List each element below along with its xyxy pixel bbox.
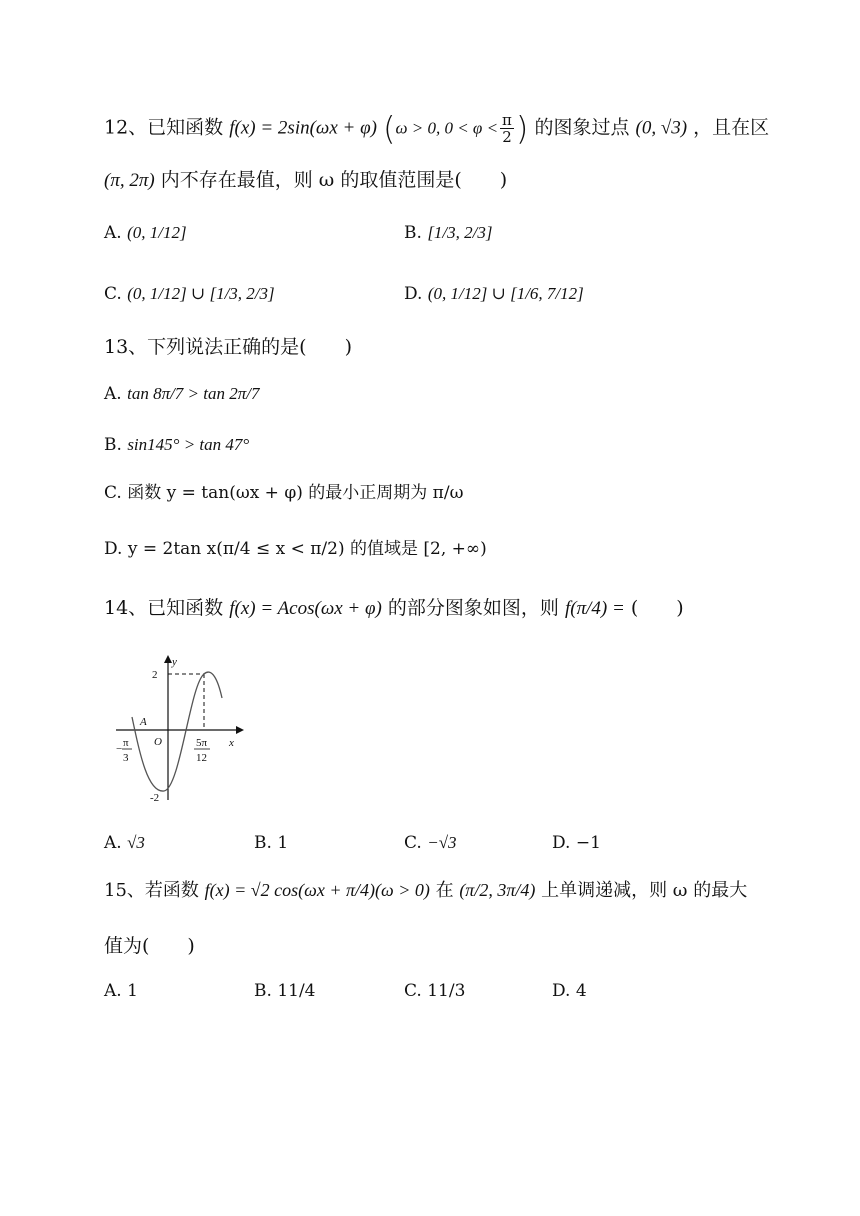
q14-option-d[interactable]: D. −1 <box>552 833 601 853</box>
q14-option-c[interactable]: C. −√3 <box>404 833 457 853</box>
q12-line2-text: 内不存在最值，则 ω 的取值范围是( ) <box>160 169 508 191</box>
q12-mid: 的图象过点 <box>534 116 630 139</box>
q14-option-b[interactable]: B. 1 <box>254 833 289 853</box>
x-left-denominator: 3 <box>123 752 129 764</box>
question-15-line-2: 值为( ) <box>104 935 195 957</box>
question-12-line-1: 12、已知函数 f(x) = 2sin(ωx + φ) (ω > 0, 0 < φ < $\frac{\pi}{2}$ ) 的图象过点 (0, √3) ，且在区 <box>104 109 770 148</box>
q12-option-d[interactable]: D. (0, 1/12] ∪ [1/6, 7/12] <box>404 284 584 304</box>
q12-formula: f(x) = 2sin(ωx + φ) <box>229 117 377 139</box>
cosine-curve <box>132 672 222 791</box>
q12-option-b[interactable]: B. [1/3, 2/3] <box>404 223 493 243</box>
question-12-line-2 <box>104 166 507 195</box>
q13-option-a[interactable]: A. tan 8π/7 > tan 2π/7 <box>104 384 260 404</box>
x-right-denominator: 12 <box>196 752 207 764</box>
y-min-label: -2 <box>150 792 160 804</box>
q12-point: (0, √3) <box>635 117 688 139</box>
q14-function-graph <box>112 655 262 805</box>
origin-label: O <box>154 736 162 748</box>
y-axis-arrow-icon <box>164 655 172 663</box>
y-max-label: 2 <box>152 669 158 681</box>
q15-option-c[interactable]: C. 11/3 <box>404 981 466 1001</box>
x-left-numerator: π <box>123 737 129 749</box>
q12-prefix: 12、已知函数 <box>104 116 224 139</box>
q12-suffix: ，且在区 <box>693 116 770 139</box>
q12-condition: ω > 0, 0 < φ < <box>395 118 499 138</box>
x-axis-label: x <box>229 737 234 749</box>
point-a-label: A <box>140 716 147 728</box>
q13-option-d[interactable]: D. y = 2tan x(π/4 ≤ x < π/2) 的值域是 [2, +∞) <box>104 539 487 559</box>
question-15-line-1: 15、若函数 f(x) = √2 cos(ωx + π/4)(ω > 0) 在 (π/2, 3π/4) 上单调递减，则 ω 的最大 <box>104 880 748 901</box>
y-axis-label: y <box>172 656 177 668</box>
q12-option-c[interactable]: C. (0, 1/12] ∪ [1/3, 2/3] <box>104 284 275 304</box>
q15-option-a[interactable]: A. 1 <box>104 981 138 1001</box>
q14-option-a[interactable]: A. √3 <box>104 833 145 853</box>
q13-option-c[interactable]: C. 函数 y = tan(ωx + φ) 的最小正周期为 π/ω <box>104 483 464 503</box>
q12-interval: (π, 2π) <box>104 170 155 191</box>
q15-option-b[interactable]: B. 11/4 <box>254 981 316 1001</box>
x-left-sign: − <box>116 743 123 755</box>
question-13-stem: 13、下列说法正确的是( ) <box>104 336 353 358</box>
q15-option-d[interactable]: D. 4 <box>552 981 587 1001</box>
question-14-stem: 14、已知函数 f(x) = Acos(ωx + φ) 的部分图象如图，则 f(π/4) = ( ) <box>104 597 684 619</box>
q13-option-b[interactable]: B. sin145° > tan 47° <box>104 435 250 455</box>
q12-option-a[interactable]: A. (0, 1/12] <box>104 223 187 243</box>
x-axis-arrow-icon <box>236 726 244 734</box>
x-right-numerator: 5π <box>196 737 208 749</box>
q12-frac-pi-2: $\frac{\pi}{2}$ <box>502 111 512 146</box>
